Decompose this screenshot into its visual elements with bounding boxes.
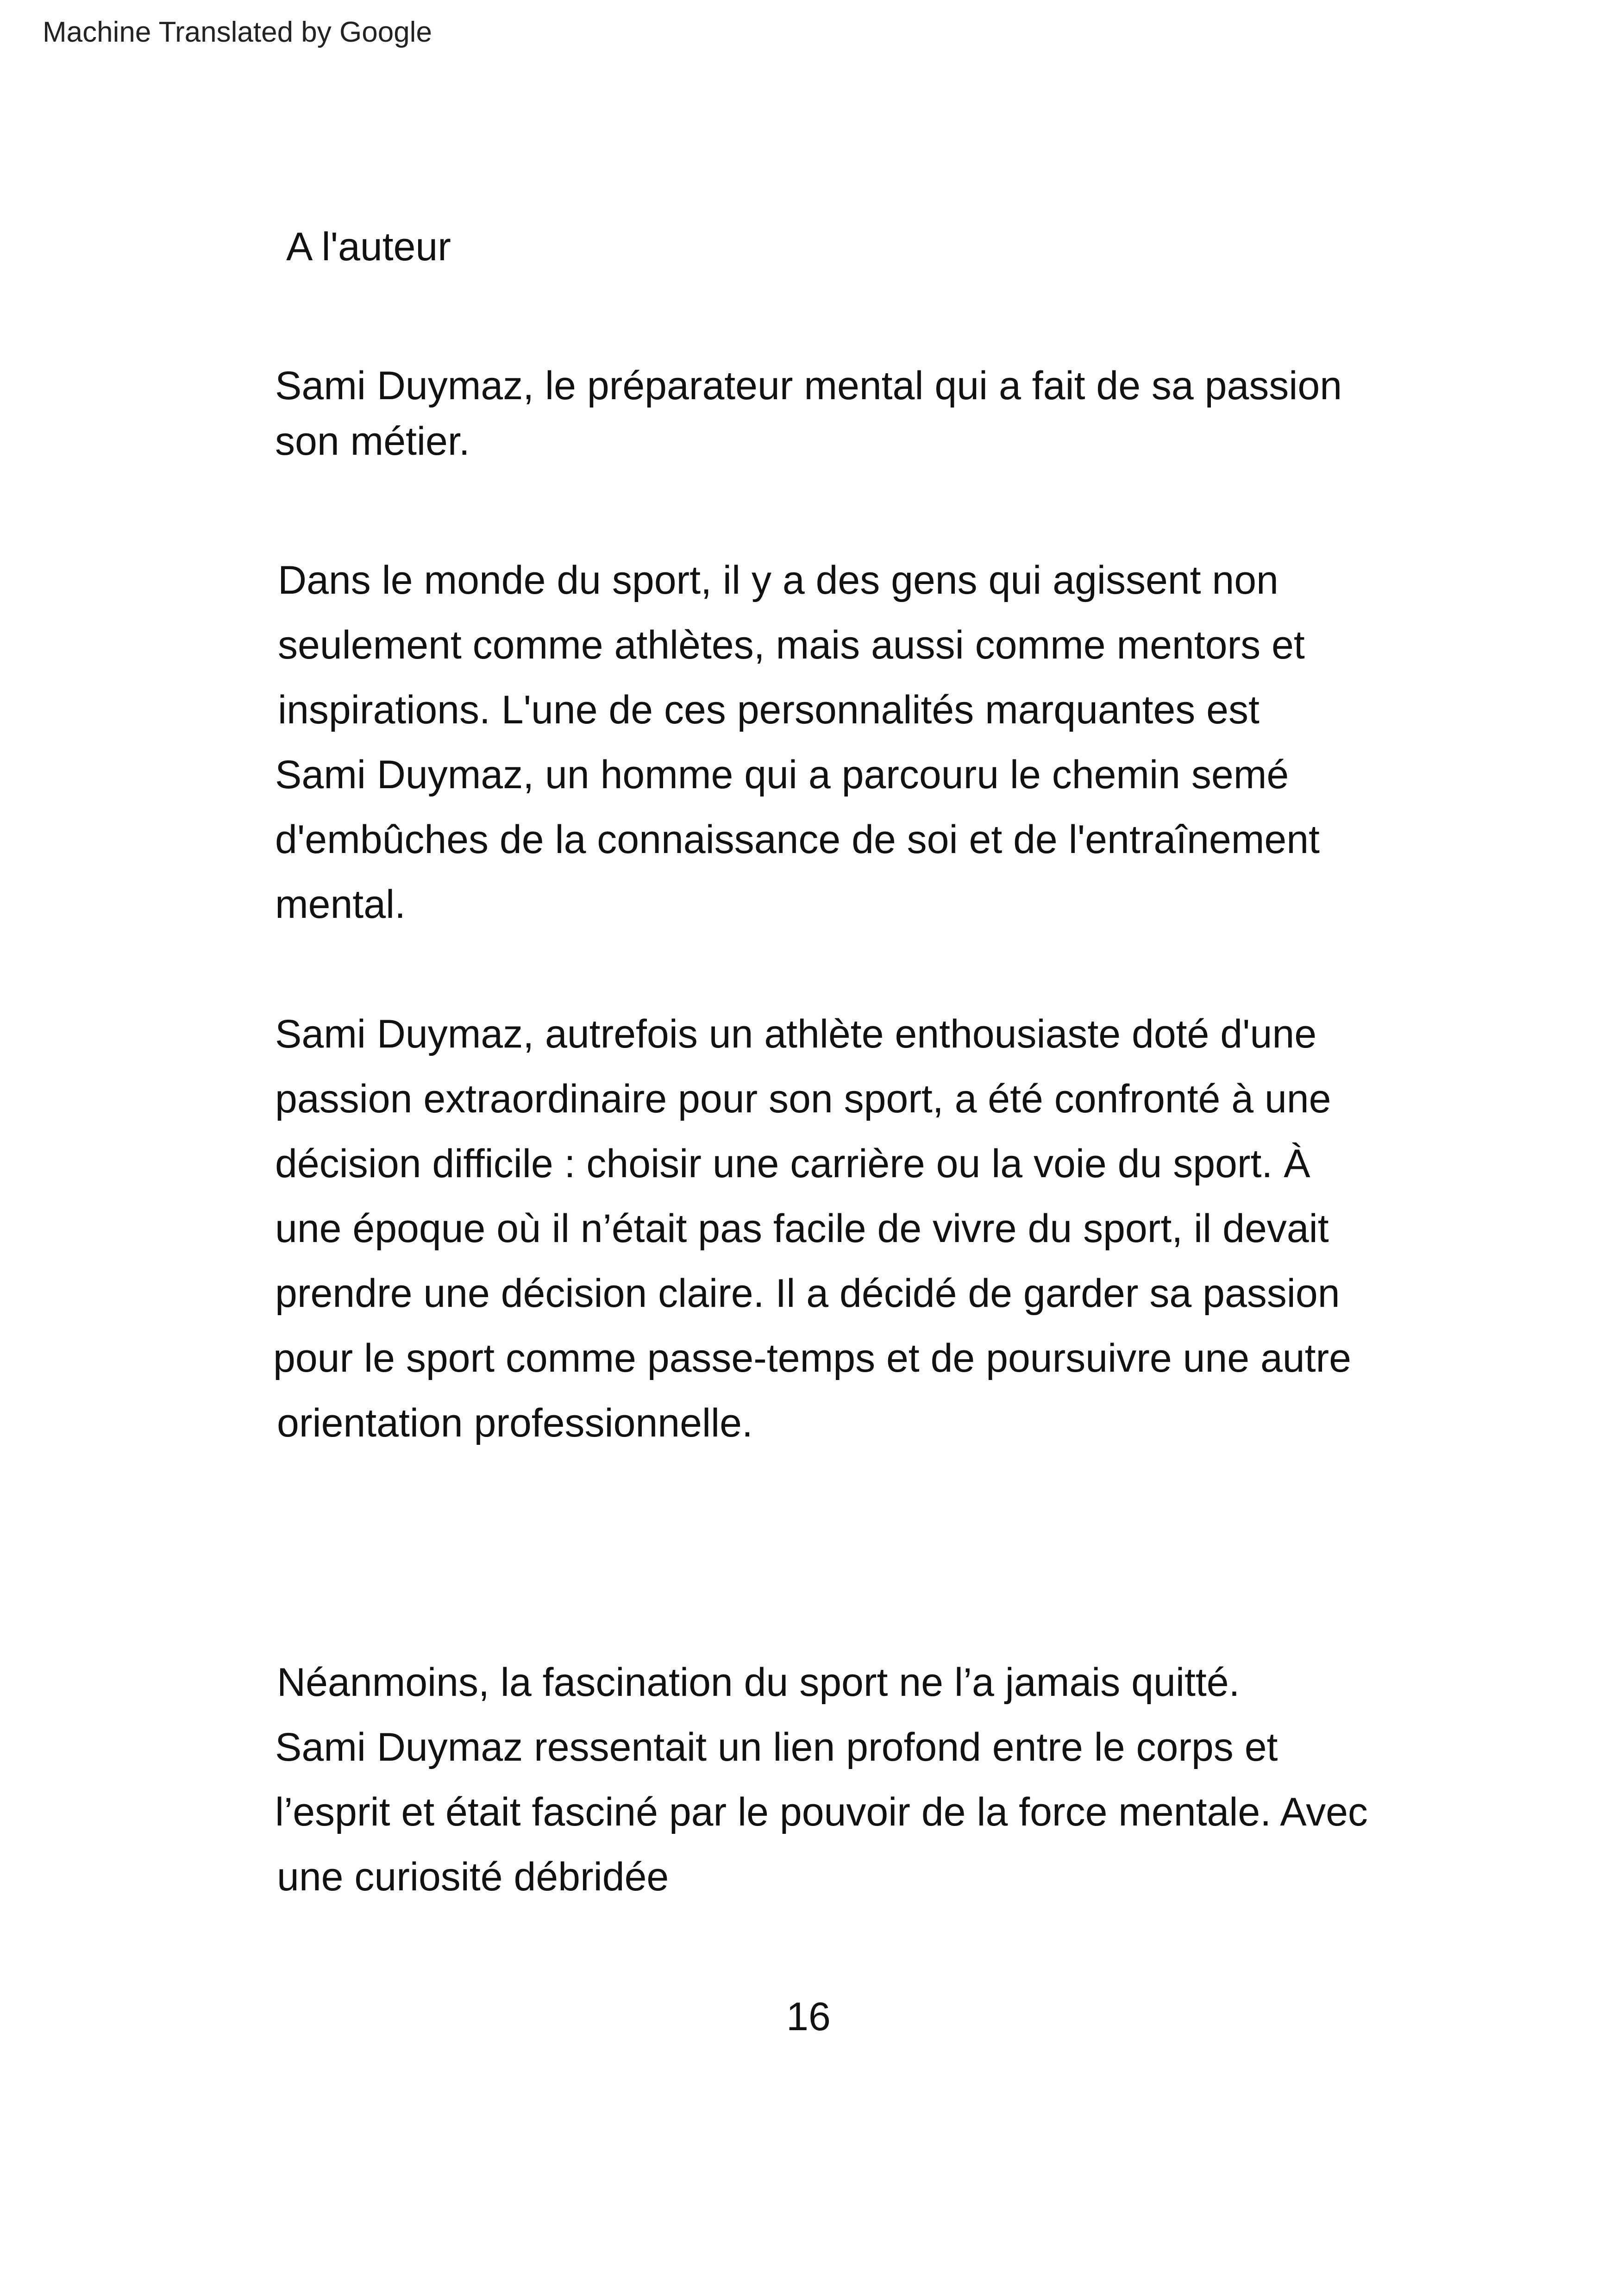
page-number: 16 (786, 1995, 831, 2039)
section-heading: A l'auteur (286, 225, 451, 269)
paragraph-line: Sami Duymaz ressentait un lien profond entre le corps et (275, 1725, 1278, 1769)
paragraph-line: prendre une décision claire. Il a décidé de garder sa passion (275, 1271, 1340, 1316)
paragraph-line: mental. (275, 882, 406, 927)
paragraph-line: orientation professionnelle. (277, 1401, 753, 1445)
machine-translation-banner: Machine Translated by Google (43, 16, 432, 48)
paragraph-line: Sami Duymaz, un homme qui a parcouru le chemin semé (275, 753, 1289, 797)
paragraph-line: Sami Duymaz, autrefois un athlète enthousiaste doté d'une (275, 1012, 1317, 1056)
paragraph-line: l’esprit et était fasciné par le pouvoir de la force mentale. Avec (275, 1790, 1368, 1834)
paragraph-line: pour le sport comme passe-temps et de poursuivre une autre (273, 1336, 1351, 1380)
paragraph-line: Sami Duymaz, le préparateur mental qui a fait de sa passion (275, 364, 1342, 408)
paragraph-line: inspirations. L'une de ces personnalités marquantes est (278, 688, 1260, 732)
paragraph-line: Néanmoins, la fascination du sport ne l’a jamais quitté. (277, 1660, 1240, 1705)
paragraph-line: son métier. (275, 419, 470, 464)
paragraph-line: seulement comme athlètes, mais aussi comme mentors et (278, 623, 1305, 667)
paragraph-line: une curiosité débridée (277, 1855, 669, 1899)
paragraph-line: décision difficile : choisir une carrière ou la voie du sport. À (275, 1142, 1310, 1186)
paragraph-line: Dans le monde du sport, il y a des gens qui agissent non (278, 558, 1279, 602)
paragraph-line: passion extraordinaire pour son sport, a été confronté à une (275, 1077, 1331, 1121)
paragraph-line: d'embûches de la connaissance de soi et de l'entraînement (275, 817, 1320, 862)
paragraph-line: une époque où il n’était pas facile de vivre du sport, il devait (275, 1206, 1329, 1251)
